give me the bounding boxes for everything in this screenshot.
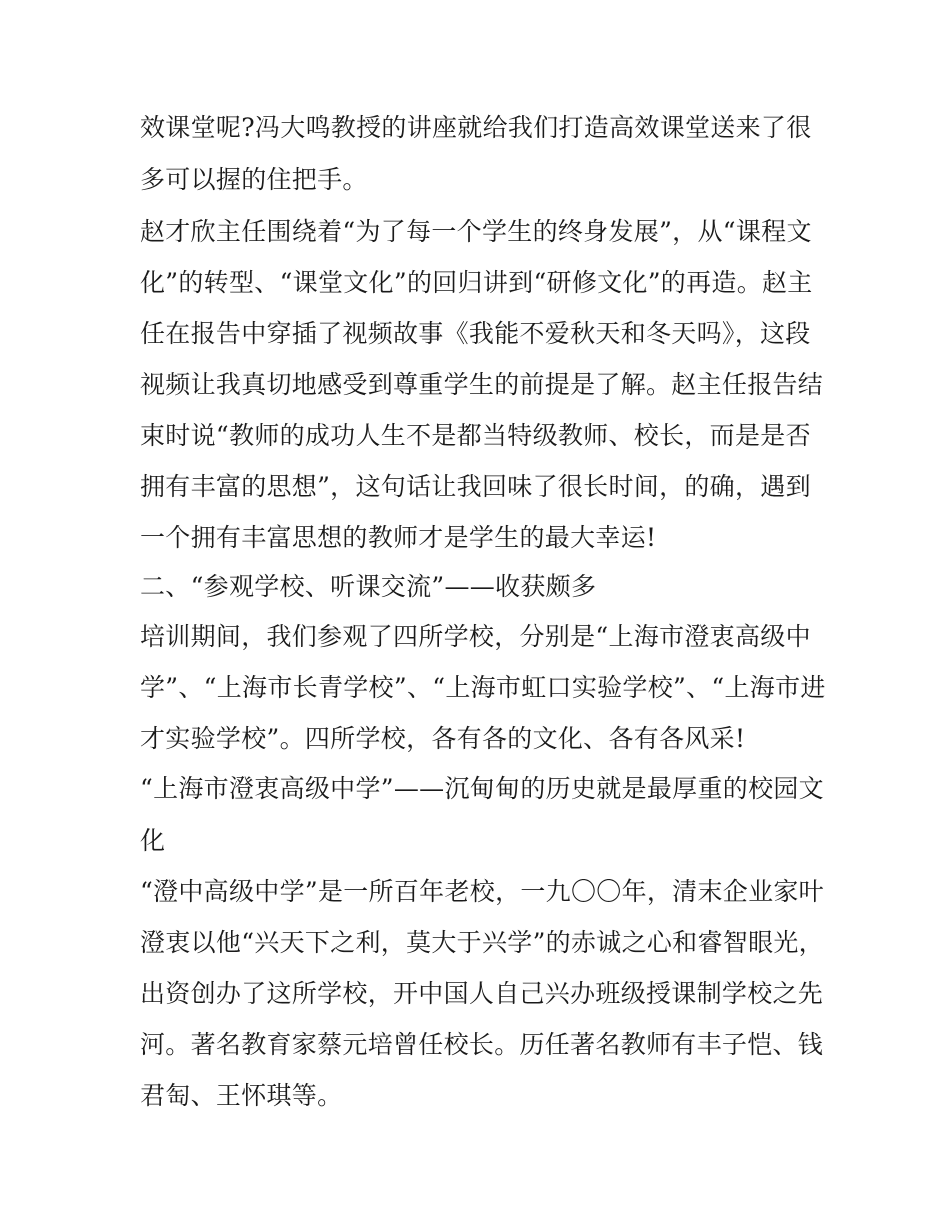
text-line-19: 河。著名教育家蔡元培曾任校长。历任著名教师有丰子恺、钱 xyxy=(140,1030,824,1059)
text-line-17: 澄衷以他“兴天下之利，莫大于兴学”的赤诚之心和睿智眼光， xyxy=(140,928,824,957)
text-line-9: 一个拥有丰富思想的教师才是学生的最大幸运! xyxy=(140,523,657,552)
text-line-15: 化 xyxy=(140,826,166,855)
section-heading: 二、“参观学校、听课交流”——收获颇多 xyxy=(140,572,597,601)
text-line-13: 才实验学校”。四所学校，各有各的文化、各有各风采! xyxy=(140,724,746,753)
text-line-6: 视频让我真切地感受到尊重学生的前提是了解。赵主任报告结 xyxy=(140,370,824,399)
text-line-20: 君匋、王怀琪等。 xyxy=(140,1081,343,1110)
text-line-4: 化”的转型、“课堂文化”的回归讲到“研修文化”的再造。赵主 xyxy=(140,268,813,297)
text-line-2: 多可以握的住把手。 xyxy=(140,165,368,194)
text-line-18: 出资创办了这所学校，开中国人自己兴办班级授课制学校之先 xyxy=(140,979,824,1008)
text-line-11: 培训期间，我们参观了四所学校，分别是“上海市澄衷高级中 xyxy=(140,622,811,651)
text-line-12: 学”、“上海市长青学校”、“上海市虹口实验学校”、“上海市进 xyxy=(140,673,826,702)
text-line-16: “澄中高级中学”是一所百年老校，一九〇〇年，清末企业家叶 xyxy=(140,877,824,906)
text-line-1: 效课堂呢?冯大鸣教授的讲座就给我们打造高效课堂送来了很 xyxy=(140,113,812,142)
text-line-3: 赵才欣主任围绕着“为了每一个学生的终身发展”，从“课程文 xyxy=(140,217,812,246)
text-line-7: 束时说“教师的成功人生不是都当特级教师、校长，而是是否 xyxy=(140,421,811,450)
text-line-8: 拥有丰富的思想”，这句话让我回味了很长时间，的确，遇到 xyxy=(140,472,811,501)
text-line-5: 任在报告中穿插了视频故事《我能不爱秋天和冬天吗》，这段 xyxy=(140,319,811,348)
school-heading: “上海市澄衷高级中学”——沉甸甸的历史就是最厚重的校园文 xyxy=(140,774,824,803)
